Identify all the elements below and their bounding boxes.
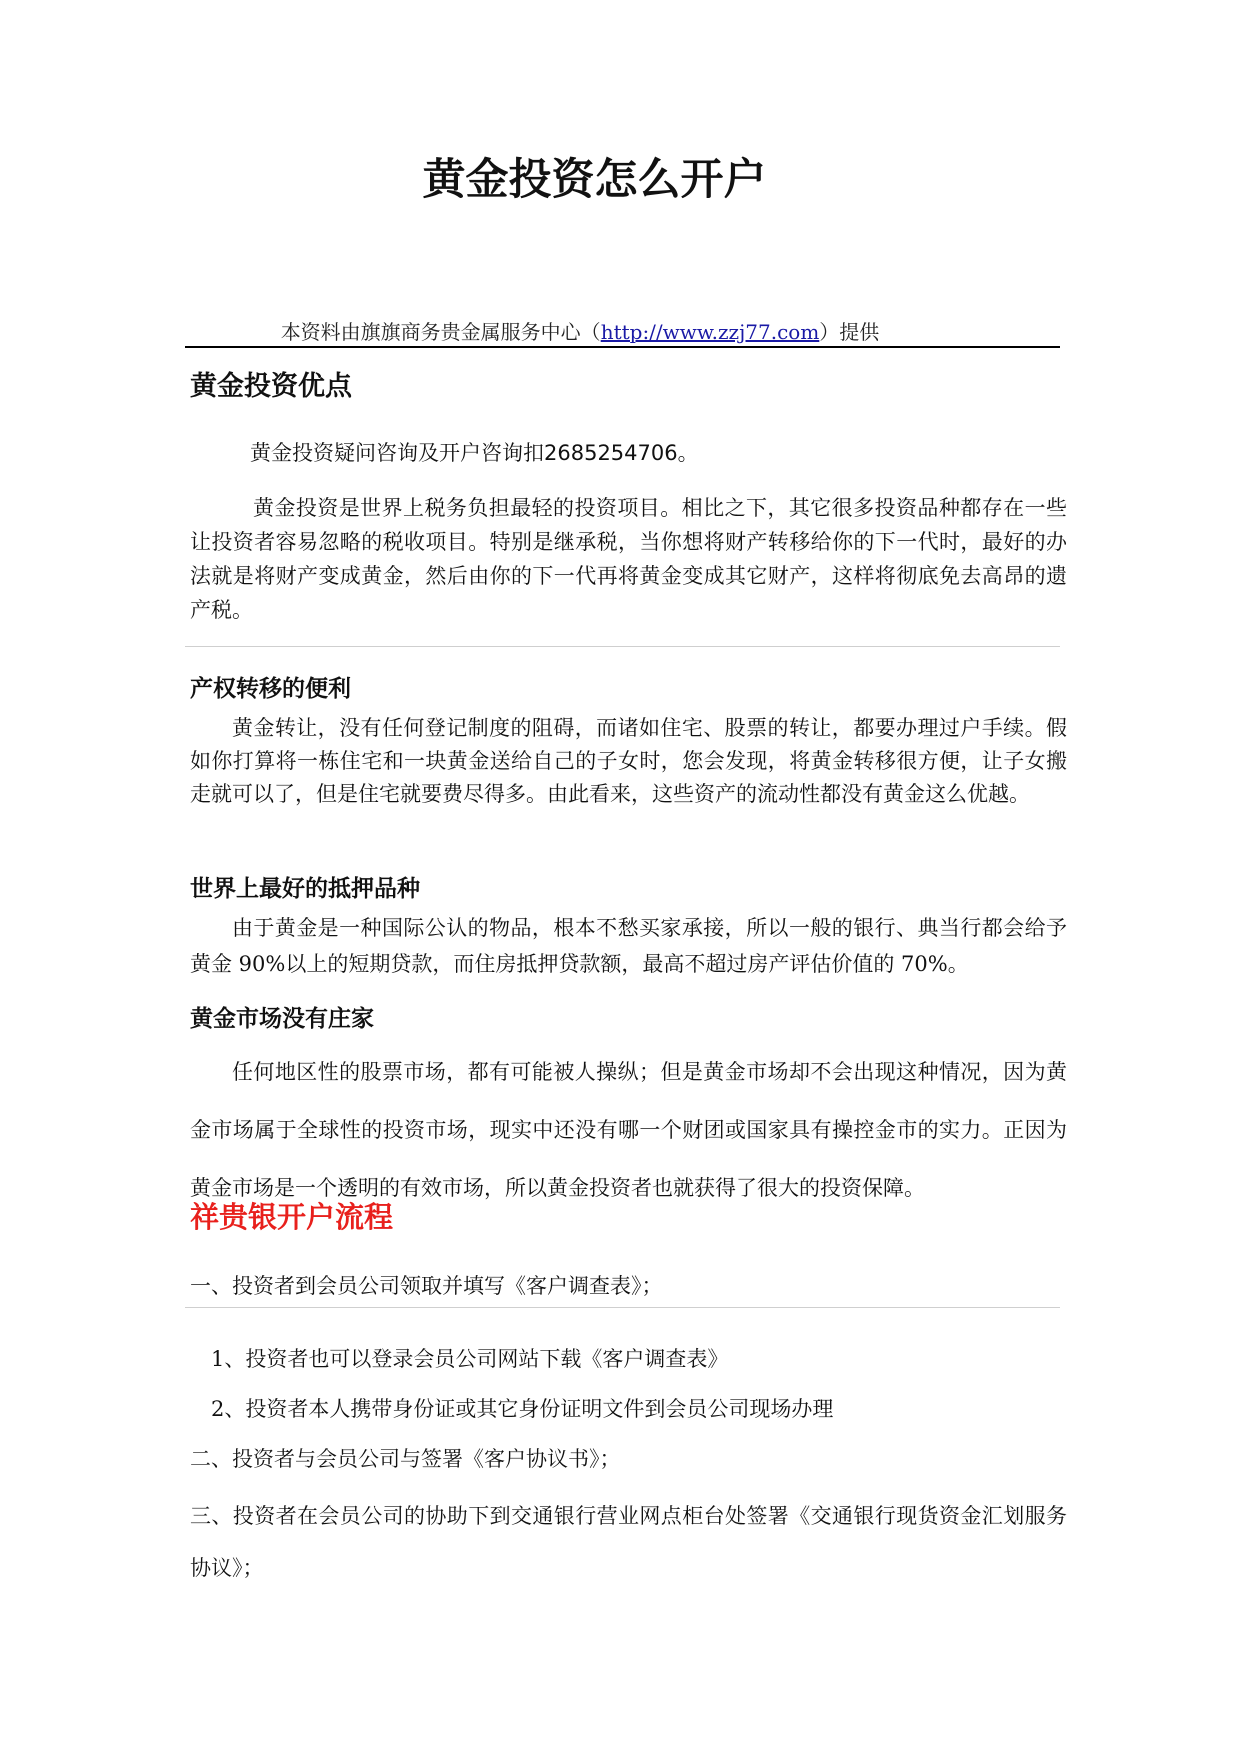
step-1-sub-1: 1、投资者也可以登录会员公司网站下载《客户调查表》: [211, 1347, 729, 1371]
section-heading-no-dealer: 黄金市场没有庄家: [190, 1006, 374, 1032]
paragraph-transfer: [190, 712, 1067, 811]
consult-line: [250, 437, 699, 467]
consult-suffix: 。: [677, 441, 699, 465]
step-2: 二、投资者与会员公司与签署《客户协议书》；: [190, 1447, 621, 1471]
paragraph-no-dealer: [190, 1043, 1067, 1217]
section-heading-transfer: 产权转移的便利: [190, 676, 351, 702]
section-heading-advantages: 黄金投资优点: [190, 371, 352, 402]
step-1-sub-2: 2、投资者本人携带身份证或其它身份证明文件到会员公司现场办理: [211, 1397, 834, 1421]
consult-prefix: 黄金投资疑问咨询及开户咨询扣: [250, 441, 544, 465]
step-1: 一、投资者到会员公司领取并填写《客户调查表》；: [190, 1274, 663, 1298]
paragraph-collateral: [190, 910, 1067, 982]
paragraph-tax-advantage: [190, 491, 1067, 627]
document-title: 黄金投资怎么开户: [422, 155, 767, 205]
paragraph-text: 黄金转让，没有任何登记制度的阻碍，而诸如住宅、股票的转让，都要办理过户手续。假如你打算将一栋住宅和一块黄金送给自己的子女时，您会发现，将黄金转移很方便，让子女搬走就可以了，但是住宅就要费尽得多。由此看来，这些资产的流动性都没有黄金这么优越。: [190, 716, 1067, 806]
header-divider: [185, 346, 1060, 348]
step-3-text: 三、投资者在会员公司的协助下到交通银行营业网点柜台处签署《交通银行现货资金汇划服务协议》；: [190, 1504, 1067, 1580]
step-3: [190, 1490, 1067, 1594]
section-divider: [185, 646, 1060, 647]
paragraph-text: 任何地区性的股票市场，都有可能被人操纵；但是黄金市场却不会出现这种情况，因为黄金市场属于全球性的投资市场，现实中还没有哪一个财团或国家具有操控金市的实力。正因为黄金市场是一个透明的有效市场，所以黄金投资者也就获得了很大的投资保障。: [190, 1060, 1067, 1200]
source-prefix: 本资料由旗旗商务贵金属服务中心（: [280, 320, 601, 344]
source-line: [0, 316, 1160, 345]
source-suffix: ）提供: [819, 320, 880, 344]
section-heading-account-process: 祥贵银开户流程: [190, 1200, 394, 1234]
section-heading-collateral: 世界上最好的抵押品种: [190, 876, 420, 902]
paragraph-text: 黄金投资是世界上税务负担最轻的投资项目。相比之下，其它很多投资品种都存在一些让投资者容易忽略的税收项目。特别是继承税，当你想将财产转移给你的下一代时，最好的办法就是将财产变成黄金，然后由你的下一代再将黄金变成其它财产，这样将彻底免去高昂的遗产税。: [190, 496, 1067, 622]
step-divider: [185, 1307, 1060, 1308]
source-link[interactable]: http://www.zzj77.com: [600, 320, 820, 344]
paragraph-text: 由于黄金是一种国际公认的物品，根本不愁买家承接，所以一般的银行、典当行都会给予黄金 90%以上的短期贷款，而住房抵押贷款额，最高不超过房产评估价值的 70%。: [190, 916, 1067, 976]
consult-number: 2685254706: [544, 441, 678, 465]
